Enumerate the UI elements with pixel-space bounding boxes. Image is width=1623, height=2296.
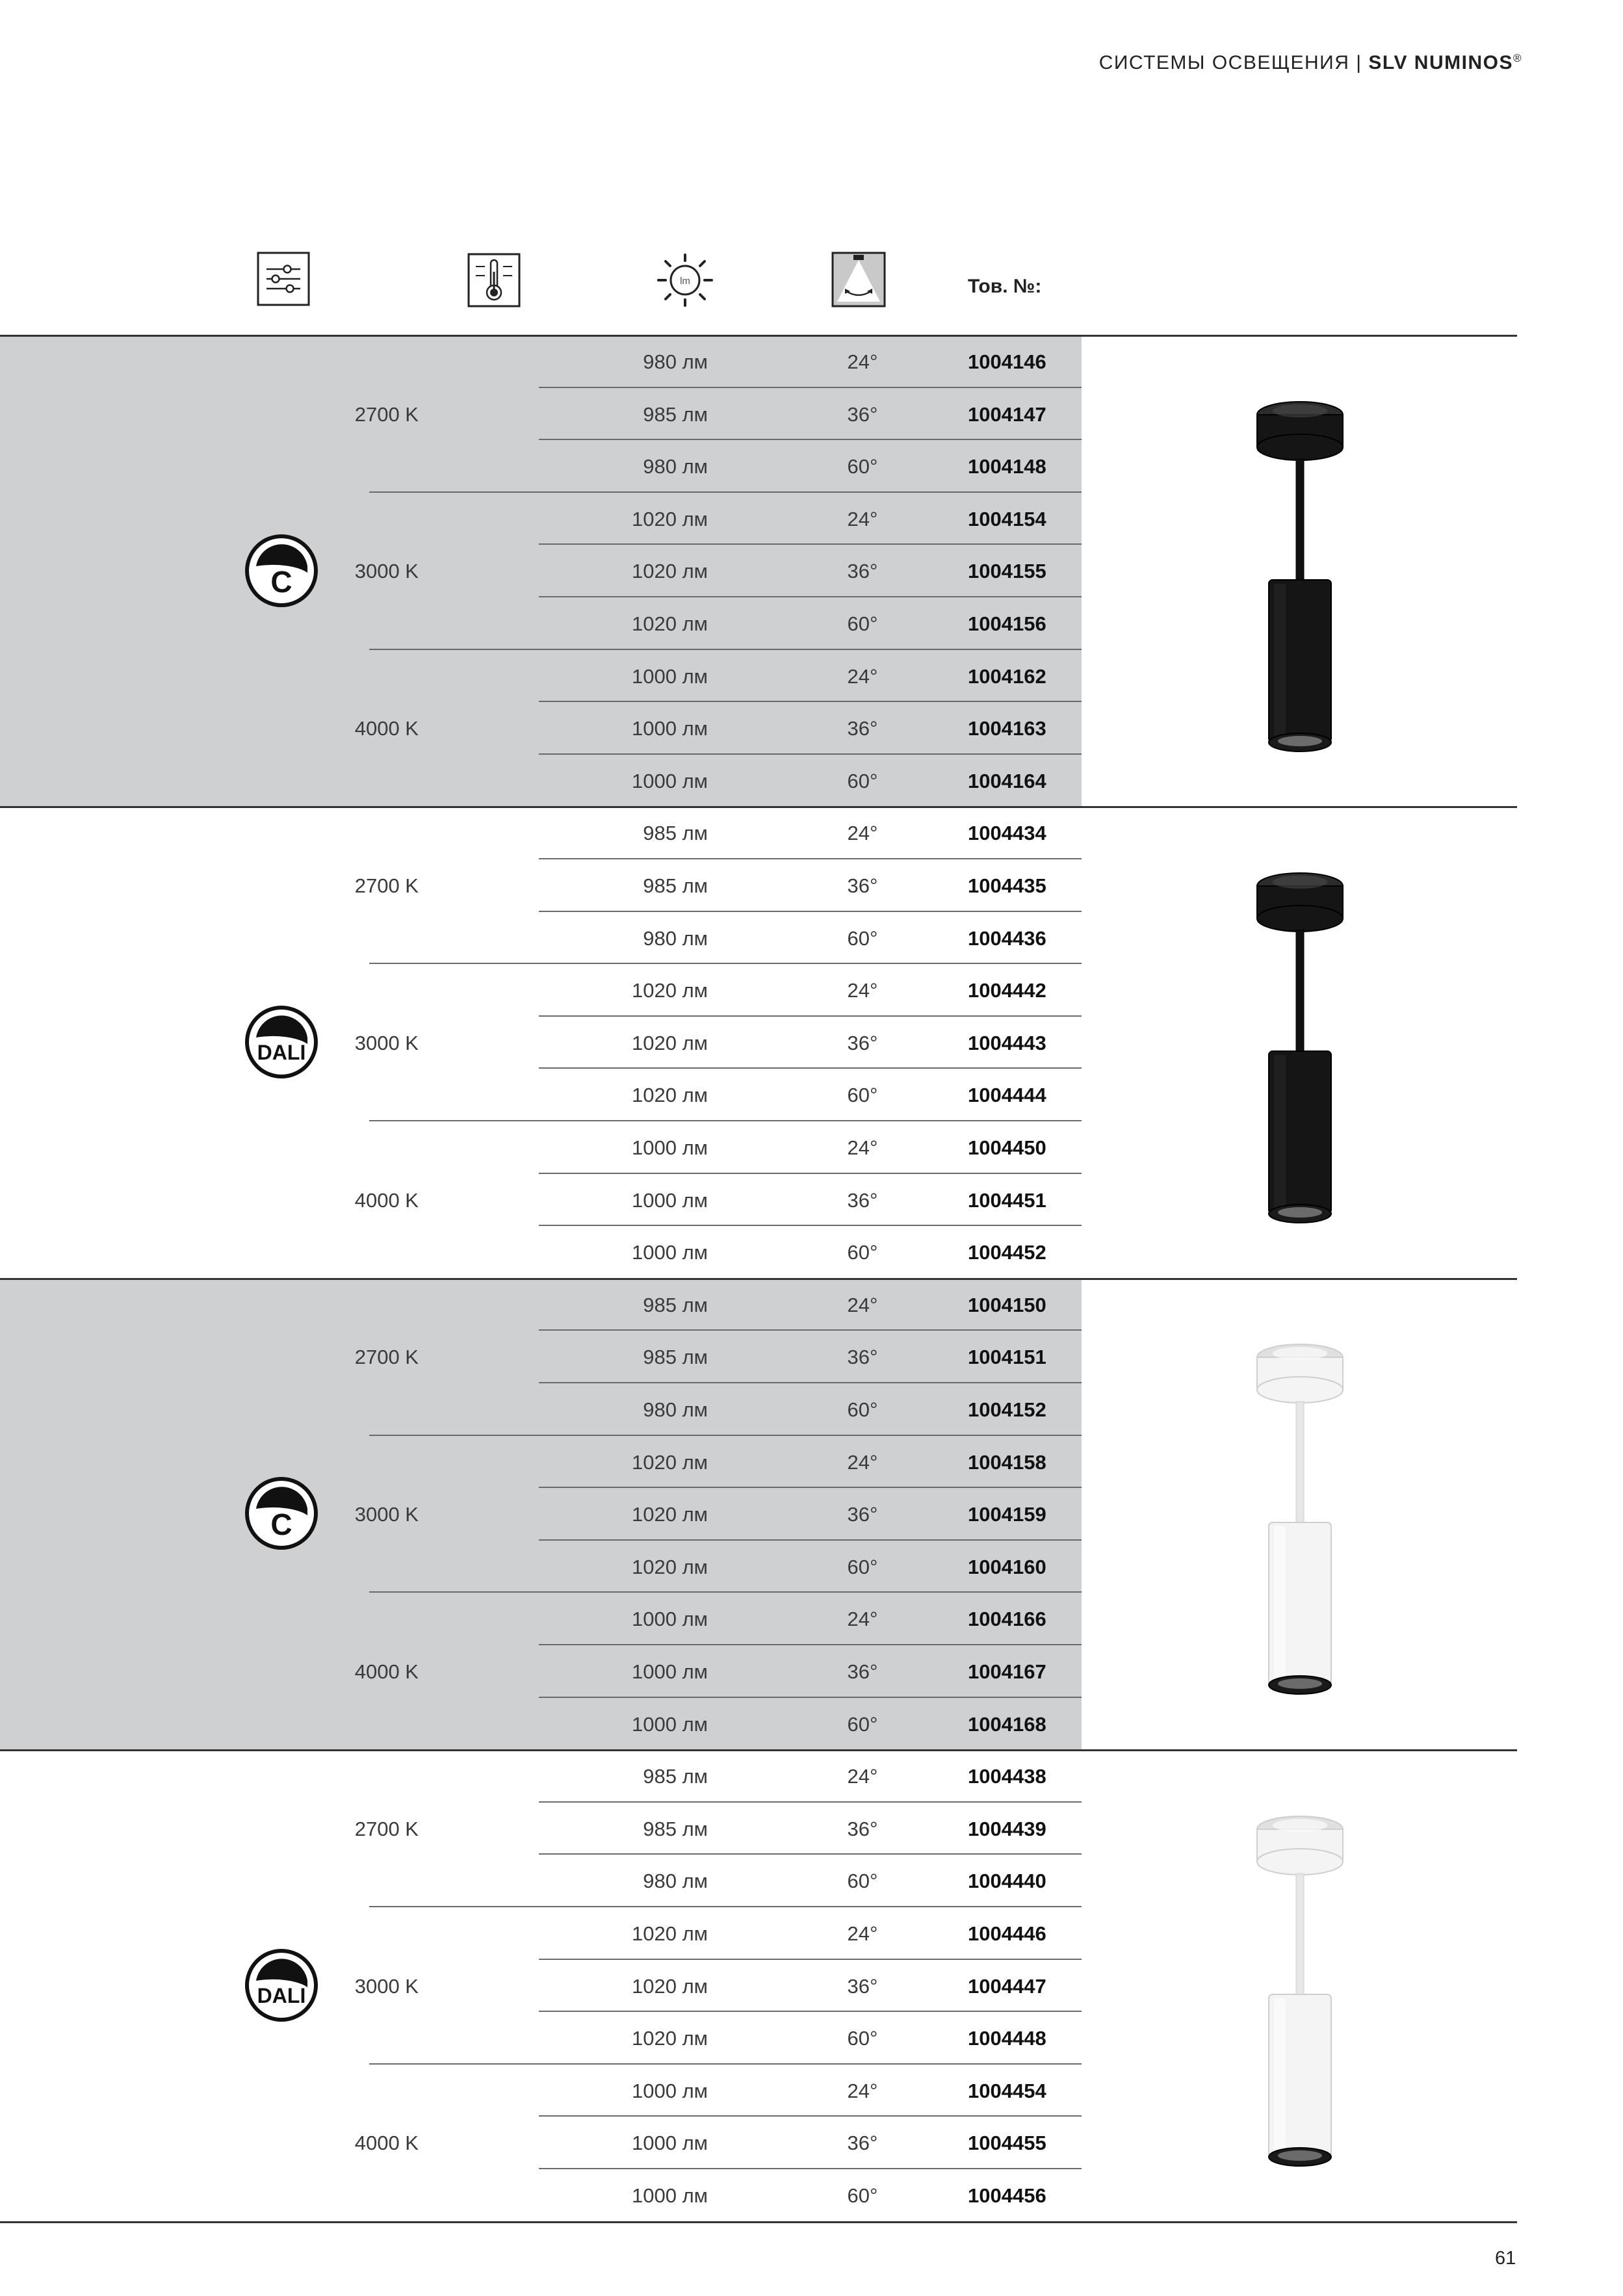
control-type-label: C xyxy=(270,564,292,599)
color-temperature-label: 4000 K xyxy=(354,1660,419,1683)
control-type-label: C xyxy=(270,1507,292,1542)
luminous-flux-value: 1000 лм xyxy=(632,769,708,792)
article-number: 1004151 xyxy=(968,1346,1046,1369)
luminous-flux-value: 1020 лм xyxy=(632,1974,708,1998)
white-pendant-lamp-image xyxy=(1235,1338,1365,1728)
black-pendant-lamp-image xyxy=(1235,395,1365,785)
beam-angle-value: 36° xyxy=(847,717,878,740)
table-row xyxy=(0,806,1517,859)
color-temperature-label: 4000 K xyxy=(354,717,419,740)
beam-angle-value: 60° xyxy=(847,1555,878,1578)
article-number: 1004166 xyxy=(968,1608,1046,1631)
beam-angle-value: 36° xyxy=(847,560,878,583)
header-brand: SLV NUMINOS xyxy=(1368,52,1513,73)
black-pendant-lamp-image xyxy=(1235,867,1365,1257)
luminous-flux-value: 1000 лм xyxy=(632,1241,708,1264)
article-number: 1004439 xyxy=(968,1817,1046,1840)
article-number: 1004438 xyxy=(968,1765,1046,1788)
table-row xyxy=(0,335,1517,387)
color-temperature-label: 4000 K xyxy=(354,1188,419,1212)
dali-control-icon xyxy=(243,1947,320,2024)
column-header-icons xyxy=(0,0,1623,335)
luminous-flux-value: 1020 лм xyxy=(632,507,708,530)
luminous-flux-value: 1020 лм xyxy=(632,1922,708,1945)
beam-angle-value: 60° xyxy=(847,2184,878,2207)
article-number: 1004444 xyxy=(968,1084,1046,1107)
beam-angle-value: 36° xyxy=(847,402,878,426)
product-group xyxy=(0,1749,1517,2221)
luminous-flux-value: 1020 лм xyxy=(632,1031,708,1054)
dali-control-icon xyxy=(243,1004,320,1080)
article-number: 1004163 xyxy=(968,717,1046,740)
luminous-flux-value: 980 лм xyxy=(643,1870,708,1893)
color-temperature-label: 2700 K xyxy=(354,402,419,426)
article-number: 1004454 xyxy=(968,2079,1046,2102)
color-temperature-label: 3000 K xyxy=(354,1503,419,1526)
article-number: 1004456 xyxy=(968,2184,1046,2207)
article-number: 1004164 xyxy=(968,769,1046,792)
beam-angle-value: 24° xyxy=(847,1608,878,1631)
article-number: 1004150 xyxy=(968,1293,1046,1316)
luminous-flux-value: 980 лм xyxy=(643,926,708,950)
beam-angle-value: 24° xyxy=(847,822,878,845)
luminous-flux-value: 985 лм xyxy=(643,402,708,426)
luminous-flux-value: 985 лм xyxy=(643,1817,708,1840)
article-number: 1004434 xyxy=(968,822,1046,845)
article-number: 1004443 xyxy=(968,1031,1046,1054)
beam-angle-value: 24° xyxy=(847,2079,878,2102)
luminous-flux-value: 1000 лм xyxy=(632,717,708,740)
beam-angle-value: 60° xyxy=(847,1398,878,1421)
article-number: 1004162 xyxy=(968,664,1046,688)
beam-angle-value: 24° xyxy=(847,1765,878,1788)
beam-angle-value: 24° xyxy=(847,1136,878,1159)
control-type-label: DALI xyxy=(257,1983,306,2007)
article-number: 1004440 xyxy=(968,1870,1046,1893)
beam-angle-value: 60° xyxy=(847,1712,878,1736)
luminous-flux-value: 1020 лм xyxy=(632,612,708,635)
lm-icon-label: lm xyxy=(680,276,690,287)
color-temperature-label: 3000 K xyxy=(354,1974,419,1998)
article-number: 1004168 xyxy=(968,1712,1046,1736)
table-row xyxy=(0,1749,1517,1802)
beam-angle-value: 24° xyxy=(847,1922,878,1945)
luminous-flux-value: 985 лм xyxy=(643,874,708,897)
luminous-flux-value: 1000 лм xyxy=(632,664,708,688)
table-row xyxy=(0,1278,1517,1331)
luminous-flux-value: 985 лм xyxy=(643,1293,708,1316)
article-number: 1004158 xyxy=(968,1450,1046,1474)
control-type-label: DALI xyxy=(257,1041,306,1065)
beam-angle-value: 24° xyxy=(847,664,878,688)
beam-angle-value: 36° xyxy=(847,2132,878,2155)
luminous-flux-value: 980 лм xyxy=(643,1398,708,1421)
beam-angle-value: 36° xyxy=(847,1660,878,1683)
article-number: 1004152 xyxy=(968,1398,1046,1421)
beam-angle-value: 24° xyxy=(847,1450,878,1474)
luminous-flux-value: 1000 лм xyxy=(632,1188,708,1212)
article-number-label: Тов. №: xyxy=(968,276,1042,297)
luminous-flux-value: 1000 лм xyxy=(632,1136,708,1159)
luminous-flux-value: 980 лм xyxy=(643,350,708,373)
article-number: 1004159 xyxy=(968,1503,1046,1526)
color-temperature-icon xyxy=(467,252,521,308)
luminous-flux-value: 1020 лм xyxy=(632,2027,708,2050)
product-group xyxy=(0,806,1517,1277)
article-number: 1004435 xyxy=(968,874,1046,897)
beam-angle-value: 24° xyxy=(847,507,878,530)
article-number: 1004447 xyxy=(968,1974,1046,1998)
beam-angle-value: 24° xyxy=(847,1293,878,1316)
article-number: 1004452 xyxy=(968,1241,1046,1264)
luminous-flux-value: 1020 лм xyxy=(632,1084,708,1107)
color-temperature-label: 4000 K xyxy=(354,2132,419,2155)
article-number: 1004154 xyxy=(968,507,1046,530)
article-number: 1004147 xyxy=(968,402,1046,426)
luminous-flux-value: 1000 лм xyxy=(632,1660,708,1683)
article-number: 1004451 xyxy=(968,1188,1046,1212)
beam-angle-value: 60° xyxy=(847,612,878,635)
article-number: 1004148 xyxy=(968,455,1046,478)
beam-angle-icon xyxy=(831,251,887,308)
luminous-flux-value: 1020 лм xyxy=(632,1450,708,1474)
luminous-flux-value: 985 лм xyxy=(643,1346,708,1369)
header-section: СИСТЕМЫ ОСВЕЩЕНИЯ | xyxy=(1098,52,1362,73)
beam-angle-value: 60° xyxy=(847,1870,878,1893)
article-number: 1004448 xyxy=(968,2027,1046,2050)
article-number: 1004442 xyxy=(968,979,1046,1002)
luminous-flux-value: 985 лм xyxy=(643,822,708,845)
luminous-flux-value: 980 лм xyxy=(643,455,708,478)
beam-angle-value: 36° xyxy=(847,1346,878,1369)
product-group xyxy=(0,1278,1517,1749)
beam-angle-value: 60° xyxy=(847,455,878,478)
article-number: 1004446 xyxy=(968,1922,1046,1945)
registered-mark: ® xyxy=(1513,52,1522,64)
color-temperature-label: 2700 K xyxy=(354,1346,419,1369)
beam-angle-value: 60° xyxy=(847,2027,878,2050)
color-temperature-label: 2700 K xyxy=(354,1817,419,1840)
page-number: 61 xyxy=(1495,2248,1516,2269)
luminous-flux-value: 1000 лм xyxy=(632,2184,708,2207)
white-pendant-lamp-image xyxy=(1235,1810,1365,2200)
article-number: 1004167 xyxy=(968,1660,1046,1683)
product-group xyxy=(0,335,1517,806)
luminous-flux-value: 1020 лм xyxy=(632,560,708,583)
color-temperature-label: 3000 K xyxy=(354,1031,419,1054)
dimming-settings-icon xyxy=(256,251,311,307)
color-temperature-label: 2700 K xyxy=(354,874,419,897)
beam-angle-value: 36° xyxy=(847,1974,878,1998)
article-number: 1004160 xyxy=(968,1555,1046,1578)
luminous-flux-value: 985 лм xyxy=(643,1765,708,1788)
phase-dimming-icon xyxy=(243,532,320,609)
luminous-flux-value: 1000 лм xyxy=(632,1608,708,1631)
luminous-flux-value: 1020 лм xyxy=(632,1503,708,1526)
beam-angle-value: 60° xyxy=(847,926,878,950)
article-number: 1004146 xyxy=(968,350,1046,373)
beam-angle-value: 60° xyxy=(847,769,878,792)
beam-angle-value: 60° xyxy=(847,1084,878,1107)
luminous-flux-value: 1000 лм xyxy=(632,1712,708,1736)
article-number: 1004436 xyxy=(968,926,1046,950)
beam-angle-value: 36° xyxy=(847,1503,878,1526)
beam-angle-value: 36° xyxy=(847,1188,878,1212)
phase-dimming-icon xyxy=(243,1475,320,1552)
luminous-flux-value: 1020 лм xyxy=(632,1555,708,1578)
beam-angle-value: 60° xyxy=(847,1241,878,1264)
luminous-flux-value: 1000 лм xyxy=(632,2079,708,2102)
color-temperature-label: 3000 K xyxy=(354,560,419,583)
beam-angle-value: 36° xyxy=(847,1817,878,1840)
beam-angle-value: 24° xyxy=(847,350,878,373)
table-bottom-rule xyxy=(0,2221,1517,2223)
article-number: 1004455 xyxy=(968,2132,1046,2155)
beam-angle-value: 36° xyxy=(847,874,878,897)
article-number: 1004155 xyxy=(968,560,1046,583)
luminous-flux-icon xyxy=(653,252,718,311)
luminous-flux-value: 1020 лм xyxy=(632,979,708,1002)
article-number: 1004156 xyxy=(968,612,1046,635)
luminous-flux-value: 1000 лм xyxy=(632,2132,708,2155)
beam-angle-value: 36° xyxy=(847,1031,878,1054)
beam-angle-value: 24° xyxy=(847,979,878,1002)
article-number: 1004450 xyxy=(968,1136,1046,1159)
